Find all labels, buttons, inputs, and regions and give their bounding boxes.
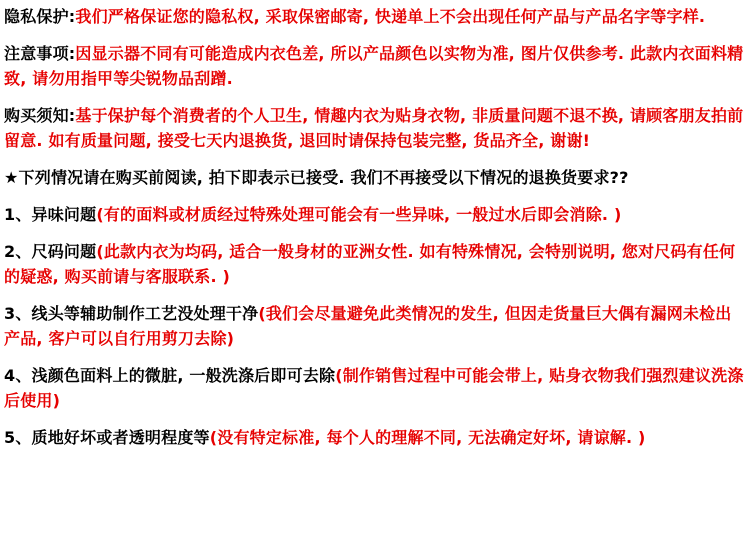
privacy-paragraph [4,4,746,29]
condition-item [4,202,746,227]
condition-note: (此款内衣为均码, 适合一般身材的亚洲女性. 如有特殊情况, 会特别说明, 您对尺码有任何的疑惑, 购买前请与客服联系. ) [4,242,736,286]
star-heading-text: ★下列情况请在购买前阅读, 拍下即表示已接受. 我们不再接受以下情况的退换货要求?? [4,168,629,187]
condition-label: 5、质地好坏或者透明程度等 [4,428,210,447]
condition-item [4,363,746,413]
paragraph-label: 购买须知: [4,106,76,125]
condition-note: (有的面料或材质经过特殊处理可能会有一些异味, 一般过水后即会消除. ) [96,205,622,224]
condition-label: 3、线头等辅助制作工艺没处理干净 [4,304,259,323]
purchase-notice-paragraph [4,103,746,153]
condition-label: 1、异味问题 [4,205,97,224]
notice-paragraph [4,41,746,91]
paragraph-text: 我们严格保证您的隐私权, 采取保密邮寄, 快递单上不会出现任何产品与产品名字等字样. [75,7,706,26]
condition-note: (没有特定标准, 每个人的理解不同, 无法确定好坏, 请谅解. ) [209,428,646,447]
paragraph-label: 隐私保护: [4,7,76,26]
paragraph-text: 因显示器不同有可能造成内衣色差, 所以产品颜色以实物为准, 图片仅供参考. 此款内衣面料精致, 请勿用指甲等尖锐物品刮蹭. [4,44,744,88]
paragraph-label: 注意事项: [4,44,76,63]
condition-note: (我们会尽量避免此类情况的发生, 但因走货量巨大偶有漏网未检出产品, 客户可以自行用剪刀去除) [4,304,732,348]
condition-item [4,239,746,289]
paragraph-text: 基于保护每个消费者的个人卫生, 情趣内衣为贴身衣物, 非质量问题不退不换, 请顾客朋友拍前留意. 如有质量问题, 接受七天内退换货, 退回时请保持包装完整, 货品齐全, 谢谢! [4,106,744,150]
condition-item [4,301,746,351]
condition-label: 2、尺码问题 [4,242,97,261]
condition-item [4,425,746,450]
condition-label: 4、浅颜色面料上的微脏, 一般洗涤后即可去除 [4,366,336,385]
condition-note: (制作销售过程中可能会带上, 贴身衣物我们强烈建议洗涤后使用) [4,366,744,410]
conditions-heading [4,165,746,190]
